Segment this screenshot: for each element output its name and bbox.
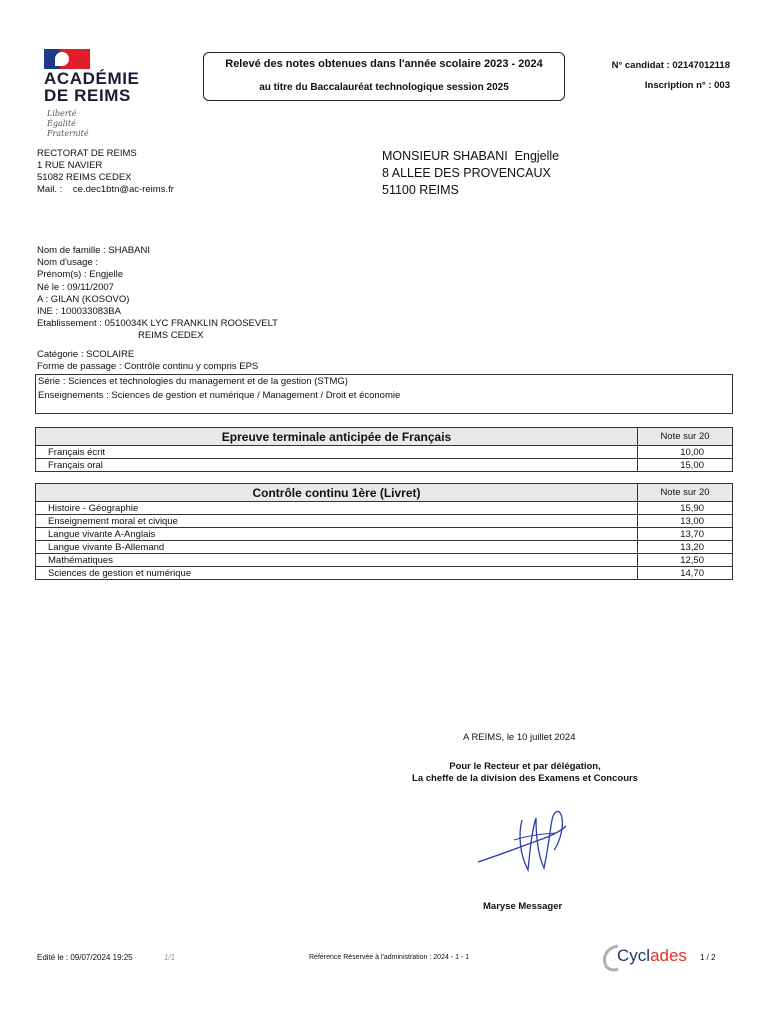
serie: Série : Sciences et technologies du management et de la gestion (STMG) (38, 376, 348, 387)
sender-line: RECTORAT DE REIMS (37, 148, 137, 159)
note: 15,90 (638, 502, 733, 515)
marianne-logo (44, 49, 90, 69)
note: 13,20 (638, 541, 733, 554)
category: Catégorie : SCOLAIRE (37, 349, 135, 360)
inscription-number: Inscription n° : 003 (644, 80, 730, 91)
subject: Sciences de gestion et numérique (36, 567, 638, 580)
document-subtitle: au titre du Baccalauréat technologique session 2025 (259, 82, 509, 93)
subject: Français oral (36, 459, 638, 472)
document-title: Relevé des notes obtenues dans l'année scolaire 2023 - 2024 (225, 58, 543, 70)
edit-date: Edité le : 09/07/2024 19:25 (37, 953, 133, 962)
subject: Langue vivante B-Allemand (36, 541, 638, 554)
brand-part2: ades (650, 946, 687, 965)
enseignements: Enseignements : Sciences de gestion et numérique / Management / Droit et économie (38, 390, 401, 401)
candidate-number: N° candidat : 02147012118 (611, 60, 730, 71)
table-title: Epreuve terminale anticipée de Français (36, 428, 638, 446)
recipient-address (382, 148, 559, 199)
devise-egalite: Égalité (47, 119, 76, 128)
note: 10,00 (638, 446, 733, 459)
first-name: Prénom(s) : Engjelle (37, 269, 124, 281)
grades-table-controle-continu (35, 483, 733, 580)
subject: Enseignement moral et civique (36, 515, 638, 528)
cyclades-logo-text (617, 946, 687, 966)
sender-line: 1 RUE NAVIER (37, 160, 103, 171)
grades-table-francais (35, 427, 733, 472)
note-header: Note sur 20 (638, 428, 733, 446)
table-title: Contrôle continu 1ère (Livret) (36, 484, 638, 502)
subject: Mathématiques (36, 554, 638, 567)
academie-line1: ACADÉMIE (44, 69, 140, 88)
exam-form: Forme de passage : Contrôle continu y compris EPS (37, 361, 259, 372)
recipient-city: 51100 REIMS (382, 183, 459, 197)
table-header (36, 428, 733, 446)
table-row (36, 446, 733, 459)
note: 14,70 (638, 567, 733, 580)
birth-place: A : GILAN (KOSOVO) (37, 293, 130, 305)
school: Etablissement : 0510034K LYC FRANKLIN ROOSEVELT (37, 318, 278, 330)
place-date: A REIMS, le 10 juillet 2024 (463, 732, 576, 743)
handwritten-signature (470, 800, 590, 880)
ine-number: INE : 100033083BA (37, 306, 121, 318)
delegation-text (380, 761, 670, 785)
usage-name: Nom d'usage : (37, 257, 98, 269)
academie-name (44, 70, 139, 104)
subject: Histoire - Géographie (36, 502, 638, 515)
signatory-name: Maryse Messager (483, 901, 563, 912)
devise-liberte: Liberté (47, 109, 77, 118)
subject: Langue vivante A-Anglais (36, 528, 638, 541)
table-header (36, 484, 733, 502)
candidate-info (612, 56, 730, 96)
sender-line: 51082 REIMS CEDEX (37, 172, 132, 183)
recipient-name: MONSIEUR SHABANI Engjelle (382, 149, 560, 163)
table-row (36, 528, 733, 541)
sender-address (37, 148, 174, 196)
document-title-box (203, 52, 565, 101)
note: 13,00 (638, 515, 733, 528)
serie-box (35, 374, 733, 414)
table-row (36, 515, 733, 528)
academie-line2: DE REIMS (44, 86, 131, 105)
note: 12,50 (638, 554, 733, 567)
birth-date: Né le : 09/11/2007 (37, 281, 114, 293)
recipient-street: 8 ALLEE DES PROVENCAUX (382, 166, 551, 180)
note: 15,00 (638, 459, 733, 472)
page-small: 1/1 (164, 953, 176, 962)
devise-fraternite: Fraternité (47, 129, 89, 138)
subject: Français écrit (36, 446, 638, 459)
school-city: REIMS CEDEX (138, 330, 204, 342)
delegation-line2: La cheffe de la division des Examens et Concours (412, 773, 638, 784)
table-row (36, 567, 733, 580)
admin-reference: Référence Réservée à l'administration : 2024 - 1 - 1 (309, 954, 470, 961)
note-header: Note sur 20 (638, 484, 733, 502)
family-name: Nom de famille : SHABANI (37, 245, 150, 256)
table-row (36, 554, 733, 567)
table-row (36, 502, 733, 515)
devise (47, 109, 89, 139)
table-row (36, 541, 733, 554)
note: 13,70 (638, 528, 733, 541)
delegation-line1: Pour le Recteur et par délégation, (449, 761, 601, 772)
category-block (37, 349, 258, 373)
page-number: 1 / 2 (700, 953, 716, 962)
sender-mail: Mail. : ce.dec1btn@ac-reims.fr (37, 184, 174, 195)
identity-block (37, 245, 278, 343)
brand-part1: Cycl (617, 946, 651, 965)
table-row (36, 459, 733, 472)
